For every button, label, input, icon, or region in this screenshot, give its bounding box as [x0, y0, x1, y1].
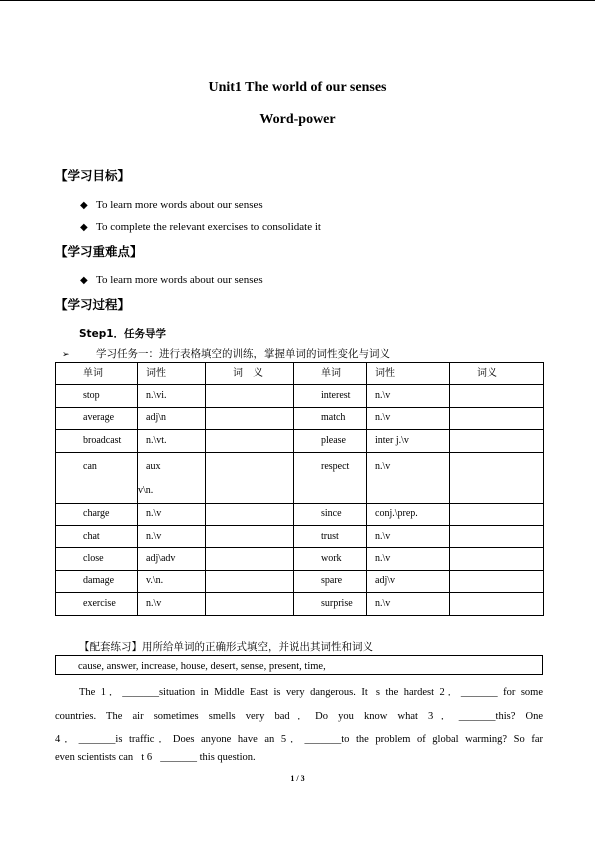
pos-cell: n.\v: [367, 548, 450, 570]
meaning-blank-cell[interactable]: [450, 407, 544, 429]
meaning-blank-cell[interactable]: [450, 593, 544, 615]
header-cell: 词性: [138, 363, 206, 385]
pos-cell: inter j.\v: [367, 430, 450, 452]
objectives-heading: 【学习目标】: [55, 168, 131, 183]
arrow-bullet-icon: ➢: [62, 350, 70, 360]
word-cell: surprise: [294, 593, 367, 615]
table-row: [56, 385, 544, 407]
pos-cell: conj.\prep.: [367, 503, 450, 525]
meaning-blank-cell[interactable]: [206, 593, 294, 615]
table-row: [56, 407, 544, 429]
meaning-blank-cell[interactable]: [206, 385, 294, 407]
word-cell: average: [56, 407, 138, 429]
pos-cell: n.\v: [367, 385, 450, 407]
meaning-blank-cell[interactable]: [450, 525, 544, 547]
meaning-blank-cell[interactable]: [206, 407, 294, 429]
passage-line: even scientists can t 6．_______ this question.: [55, 752, 256, 763]
pos-cell: n.\v: [367, 407, 450, 429]
pos-line: aux: [146, 460, 161, 472]
word-bank-box: cause, answer, increase, house, desert, sense, present, time,: [55, 655, 543, 675]
word-cell: match: [294, 407, 367, 429]
table-row: [56, 548, 544, 570]
table-row: [56, 525, 544, 547]
meaning-blank-cell[interactable]: [450, 570, 544, 592]
meaning-blank-cell[interactable]: [206, 548, 294, 570]
header-cell: 单词: [56, 363, 138, 385]
header-cell: 词性: [367, 363, 450, 385]
pos-cell: n.\vi.: [138, 385, 206, 407]
diamond-bullet-icon: ◆: [80, 222, 88, 233]
key-point-item: ◆ To learn more words about our senses: [80, 274, 263, 286]
table-row: [56, 452, 544, 503]
passage-line: countries. The air sometimes smells very bad．Do you know what 3．_______this? One: [55, 711, 543, 722]
process-heading: 【学习过程】: [55, 297, 131, 312]
pos-cell: n.\v: [367, 452, 450, 503]
meaning-blank-cell[interactable]: [450, 430, 544, 452]
pos-cell: adj\n: [138, 407, 206, 429]
page-title: Unit1 The world of our senses: [208, 80, 387, 95]
word-cell: spare: [294, 570, 367, 592]
pos-cell: adj\v: [367, 570, 450, 592]
pos-cell: n.\vt.: [138, 430, 206, 452]
word-cell: chat: [56, 525, 138, 547]
word-cell: broadcast: [56, 430, 138, 452]
pos-line: v\n.: [138, 484, 154, 496]
objective-item: ◆ To learn more words about our senses: [80, 199, 263, 211]
header-cell: 单词: [294, 363, 367, 385]
table-row: [56, 570, 544, 592]
word-cell: respect: [294, 452, 367, 503]
word-cell: damage: [56, 570, 138, 592]
table-row: [56, 430, 544, 452]
meaning-blank-cell[interactable]: [450, 385, 544, 407]
meaning-blank-cell[interactable]: [206, 503, 294, 525]
table-row: [56, 593, 544, 615]
task1-instruction: ➢ 学习任务一：进行表格填空的训练，掌握单词的词性变化与词义: [62, 348, 390, 360]
word-cell: close: [56, 548, 138, 570]
meaning-blank-cell[interactable]: [450, 548, 544, 570]
pos-cell: n.\v: [138, 593, 206, 615]
page-subtitle: Word-power: [259, 112, 336, 127]
word-cell: please: [294, 430, 367, 452]
word-cell: can: [56, 452, 138, 503]
meaning-blank-cell[interactable]: [450, 452, 544, 503]
word-cell: exercise: [56, 593, 138, 615]
word-cell: interest: [294, 385, 367, 407]
meaning-blank-cell[interactable]: [450, 503, 544, 525]
objective-item: ◆ To complete the relevant exercises to consolidate it: [80, 221, 321, 233]
practice-heading: 【配套练习】用所给单词的正确形式填空，并说出其词性和词义: [79, 641, 373, 653]
word-cell: since: [294, 503, 367, 525]
pos-cell: [138, 452, 206, 503]
pos-cell: n.\v: [138, 525, 206, 547]
key-points-heading: 【学习重难点】: [55, 244, 143, 259]
pos-cell: adj\adv: [138, 548, 206, 570]
top-rule: [0, 0, 595, 1]
passage-line: 4．_______is traffic．Does anyone have an 5．_______to the problem of global warming? So far: [55, 734, 543, 745]
table-header-row: [56, 363, 544, 385]
pos-cell: n.\v: [367, 593, 450, 615]
word-cell: stop: [56, 385, 138, 407]
meaning-blank-cell[interactable]: [206, 570, 294, 592]
word-cell: trust: [294, 525, 367, 547]
meaning-blank-cell[interactable]: [206, 430, 294, 452]
pos-cell: v.\n.: [138, 570, 206, 592]
header-cell: 词 义: [206, 363, 294, 385]
pos-cell: n.\v: [367, 525, 450, 547]
meaning-blank-cell[interactable]: [206, 525, 294, 547]
pos-cell: n.\v: [138, 503, 206, 525]
vocabulary-table: [55, 362, 544, 616]
word-cell: work: [294, 548, 367, 570]
meaning-blank-cell[interactable]: [206, 452, 294, 503]
page-number: 1 / 3: [290, 774, 305, 783]
diamond-bullet-icon: ◆: [80, 275, 88, 286]
table-row: [56, 503, 544, 525]
header-cell: 词义: [450, 363, 544, 385]
step1-label: Step1．任务导学: [79, 328, 167, 340]
diamond-bullet-icon: ◆: [80, 200, 88, 211]
word-cell: charge: [56, 503, 138, 525]
passage-line: The 1．_______situation in Middle East is very dangerous. It s the hardest 2．_______ for some: [79, 687, 543, 698]
